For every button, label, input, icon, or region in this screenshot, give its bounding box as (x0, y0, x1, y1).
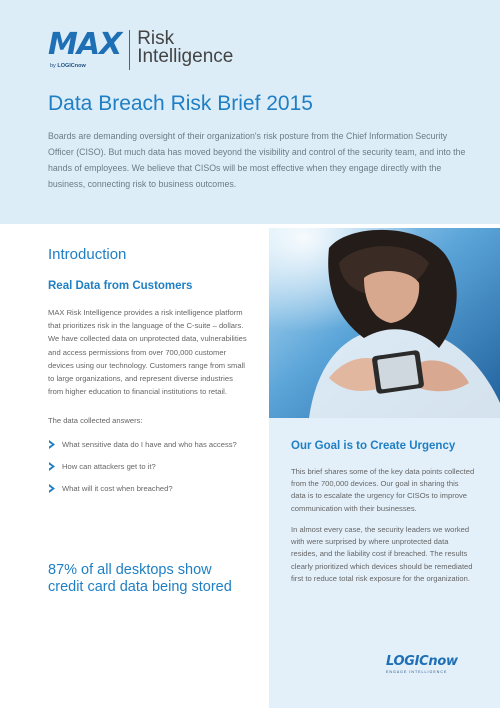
logo-by-line (50, 63, 86, 69)
list-item-text: How can attackers get to it? (62, 462, 156, 471)
stat-callout: 87% of all desktops show credit card data being stored (48, 562, 232, 595)
logicnow-tagline: ENGAGE INTELLIGENCE (386, 670, 448, 674)
woman-with-phone-photo (269, 228, 500, 418)
subheading-goal: Our Goal is to Create Urgency (291, 440, 456, 452)
logo-title-line2: Intelligence (137, 46, 234, 67)
max-logo-mark (48, 27, 122, 69)
logo-by-prefix: by (50, 63, 58, 69)
answers-lead: The data collected answers: (48, 416, 143, 425)
intro-paragraph: Boards are demanding oversight of their organization's risk posture from the Chief Information Security Officer (CISO). But much data has moved beyond the visibility and control of the security team, and into the hands of employees. We believe that CISOs will be most effective when they engage directly with the business, connecting risk to business outcomes. (48, 131, 466, 189)
chevron-right-icon (48, 462, 56, 471)
logo-divider (129, 30, 130, 70)
logicnow-wordmark: LOGICnow (386, 654, 458, 669)
chevron-right-icon (48, 440, 56, 449)
logicnow-logo (386, 654, 458, 674)
photo-illustration (269, 228, 500, 418)
subheading-real-data: Real Data from Customers (48, 280, 193, 292)
logo-max-text: MAX (48, 27, 122, 62)
page-title: Data Breach Risk Brief 2015 (48, 92, 313, 115)
list-item (48, 438, 248, 451)
list-item (48, 482, 248, 495)
logo-title-line1: Risk (137, 28, 175, 49)
goal-paragraph-1: This brief shares some of the key data points collected from the 700,000 devices. Our goal in sharing this data is to escalate the urgency for CISOs to improve communication with their businesses. (291, 467, 475, 513)
chevron-right-icon (48, 484, 56, 493)
answers-list (48, 438, 248, 504)
list-item (48, 460, 248, 473)
section-title-introduction: Introduction (48, 246, 127, 263)
goal-paragraph-2: In almost every case, the security leaders we worked with were surprised by where unprotected data resides, and the liability cost if breached. The results clearly prioritized which devices should be remediated first to reduce total risk exposure for the organization. (291, 525, 473, 583)
logo-by-brand: LOGICnow (57, 63, 86, 69)
logo-title (137, 30, 233, 66)
intro-body-paragraph: MAX Risk Intelligence provides a risk intelligence platform that prioritizes risk in the language of the C-suite – dollars. We have collected data on unprotected data, vulnerabilities and access permissions from over 700,000 customer devices using our technology. Customers range from small to large organizations, and represent diverse industries from higher education to financial institutions to retail. (48, 308, 247, 397)
list-item-text: What sensitive data do I have and who has access? (62, 440, 237, 449)
list-item-text: What will it cost when breached? (62, 484, 173, 493)
max-risk-intelligence-logo (48, 27, 234, 70)
